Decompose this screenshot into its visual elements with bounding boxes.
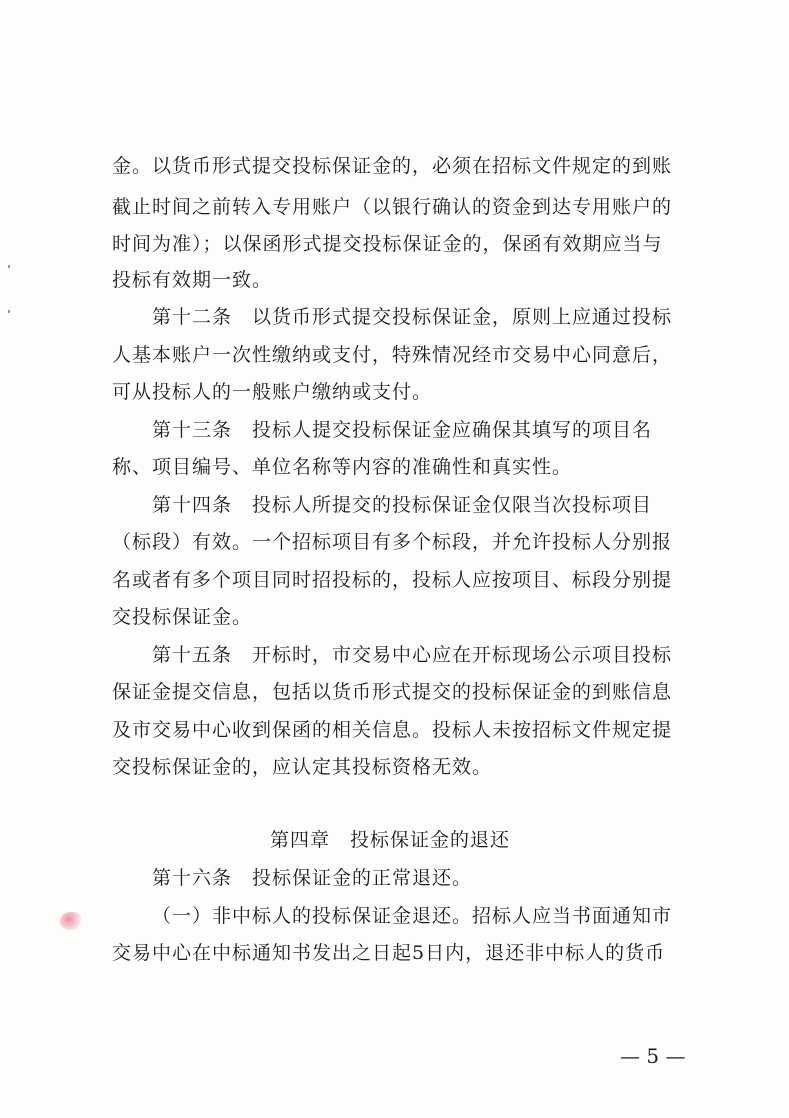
paragraph-line: 可从投标人的一般账户缴纳或支付。: [112, 381, 433, 403]
paragraph-line: 时间为准）；以保函形式提交投标保证金的，保函有效期应当与: [112, 233, 663, 255]
paragraph-line: 称、项目编号、单位名称等内容的准确性和真实性。: [112, 456, 573, 478]
paragraph-line: 人基本账户一次性缴纳或支付，特殊情况经市交易中心同意后，: [112, 344, 673, 366]
chapter-heading: 第四章 投标保证金的退还: [270, 829, 511, 851]
article-14-line: 第十四条 投标人所提交的投标保证金仅限当次投标项目: [152, 494, 653, 516]
page-number: — 5 —: [620, 1044, 686, 1068]
scan-artifact: [8, 310, 10, 313]
paragraph-line: 名或者有多个项目同时招投标的，投标人应按项目、标段分别提: [112, 569, 673, 591]
article-16-line: 第十六条 投标保证金的正常退还。: [152, 867, 473, 889]
paragraph-line: 交投标保证金的，应认定其投标资格无效。: [112, 756, 493, 778]
paragraph-line: 交投标保证金。: [112, 606, 253, 628]
article-12-line: 第十二条 以货币形式提交投标保证金，原则上应通过投标: [152, 306, 673, 328]
paragraph-line: 投标有效期一致。: [112, 269, 273, 291]
paragraph-line: 交易中心在中标通知书发出之日起5日内，退还非中标人的货币: [112, 942, 666, 964]
paragraph-line: 保证金提交信息，包括以货币形式提交的投标保证金的到账信息: [112, 681, 673, 703]
article-15-line: 第十五条 开标时，市交易中心应在开标现场公示项目投标: [152, 644, 673, 666]
paragraph-line: （标段）有效。一个招标项目有多个标段，并允许投标人分别报: [112, 531, 673, 553]
paragraph-line: 金。以货币形式提交投标保证金的，必须在招标文件规定的到账: [112, 155, 673, 177]
article-13-line: 第十三条 投标人提交投标保证金应确保其填写的项目名: [152, 419, 653, 441]
paragraph-line: 及市交易中心收到保函的相关信息。投标人未按招标文件规定提: [112, 719, 673, 741]
scan-artifact: [8, 265, 10, 268]
paragraph-line: （一）非中标人的投标保证金退还。招标人应当书面通知市: [152, 905, 673, 927]
paragraph-line: 截止时间之前转入专用账户（以银行确认的资金到达专用账户的: [112, 196, 673, 218]
red-ink-mark: [60, 912, 82, 930]
